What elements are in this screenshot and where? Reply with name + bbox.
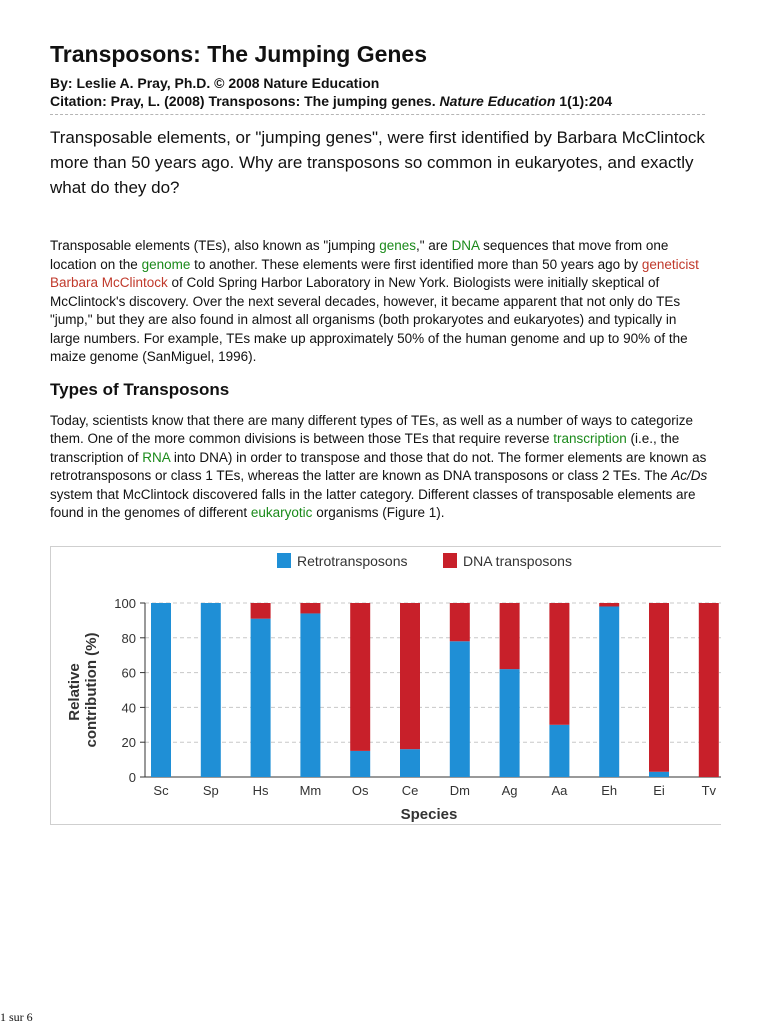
- x-tick-label: Aa: [551, 783, 568, 798]
- section-heading: Types of Transposons: [50, 379, 230, 399]
- article: [50, 40, 710, 523]
- x-tick-label: Os: [351, 783, 369, 798]
- y-axis-title-line: Relative: [66, 663, 83, 721]
- bar-retrotransposons-dm: [450, 641, 470, 777]
- text: system that McClintock discovered falls in the latter category. Different classes of transposable elements are found in the genomes of different: [50, 486, 696, 520]
- bar-retrotransposons-aa: [549, 725, 569, 777]
- link-genome[interactable]: genome: [141, 256, 191, 272]
- citation-journal: Nature Education: [439, 93, 556, 109]
- link-genes[interactable]: genes: [379, 238, 416, 253]
- text: organisms (Figure 1).: [312, 505, 445, 520]
- chart-svg: [51, 547, 721, 824]
- x-tick-label: Ag: [501, 783, 518, 798]
- x-tick-label: Ei: [653, 783, 665, 798]
- bar-retrotransposons-hs: [251, 619, 271, 777]
- ac-ds-term: Ac/Ds: [671, 468, 708, 483]
- text: sequences that move from one location on the: [50, 238, 669, 272]
- citation-text: Citation: Pray, L. (2008) Transposons: The jumping genes.: [50, 93, 440, 109]
- bar-dna-transposons-ag: [500, 603, 520, 669]
- text: of Cold Spring Harbor Laboratory in New York. Biologists were initially skeptical of McClintock's discovery. Over the next several decades, however, it became apparent that not only do TEs "jump," but they are also found in almost all organisms (both prokaryotes and eukaryotes) and typically in large numbers. For example, TEs make up approximately 50% of the human genome and up to 90% of the maize genome (SanMiguel, 1996).: [50, 275, 688, 364]
- figure-1-chart: [50, 546, 721, 825]
- link-dna[interactable]: DNA: [451, 238, 480, 253]
- x-tick-label: Hs: [252, 783, 269, 798]
- bar-dna-transposons-ei: [649, 603, 669, 772]
- y-axis-title-line: contribution (%): [83, 632, 100, 748]
- x-tick-label: Tv: [701, 783, 717, 798]
- bar-dna-transposons-tv: [699, 603, 719, 777]
- y-tick-label: 20: [121, 735, 136, 751]
- byline: By: Leslie A. Pray, Ph.D. © 2008 Nature Education: [50, 75, 380, 91]
- legend-label: Retrotransposons: [297, 553, 408, 569]
- bar-retrotransposons-eh: [599, 606, 619, 777]
- x-tick-label: Dm: [449, 783, 470, 798]
- bar-retrotransposons-mm: [300, 613, 320, 777]
- x-tick-label: Sc: [153, 783, 169, 798]
- divider: [50, 114, 705, 115]
- types-paragraph: [50, 412, 710, 523]
- text: ," are: [416, 238, 452, 253]
- lede-paragraph: Transposable elements, or "jumping genes", were first identified by Barbara McClintock more than 50 years ago. Why are transposons so common in eukaryotes, and exactly what do they do?: [50, 128, 705, 197]
- x-axis-title: Species: [400, 806, 458, 823]
- legend-swatch: [443, 553, 457, 568]
- y-tick-label: 100: [114, 596, 136, 611]
- text: Transposable elements (TEs), also known as "jumping: [50, 238, 380, 253]
- bar-dna-transposons-aa: [549, 603, 569, 725]
- link-geneticist-barbara-mcclintock[interactable]: geneticist Barbara McClintock: [50, 256, 699, 290]
- citation-volume: 1(1):204: [555, 93, 613, 109]
- bar-dna-transposons-eh: [599, 603, 619, 606]
- bar-dna-transposons-dm: [450, 603, 470, 641]
- text: (i.e., the transcription of: [50, 431, 680, 465]
- text: into DNA) in order to transpose and those that do not. The former elements are known as retrotransposons or class 1 TEs, whereas the latter are known as DNA transposons or class 2 TEs. The: [50, 449, 707, 483]
- bar-retrotransposons-sp: [201, 603, 221, 777]
- link-rna[interactable]: RNA: [142, 449, 171, 465]
- intro-paragraph: [50, 237, 710, 367]
- y-tick-label: 0: [128, 770, 136, 785]
- text: Today, scientists know that there are many different types of TEs, as well as a number of ways to categorize them. One of the more common divisions is between those TEs that require reverse: [50, 412, 694, 446]
- x-tick-label: Mm: [299, 783, 322, 798]
- bar-retrotransposons-os: [350, 751, 370, 777]
- page-footer: 1 sur 6: [0, 1010, 33, 1024]
- y-tick-label: 80: [121, 630, 136, 646]
- x-tick-label: Ce: [401, 783, 419, 798]
- bar-retrotransposons-sc: [151, 603, 171, 777]
- article-title: Transposons: The Jumping Genes: [50, 41, 428, 67]
- text: to another. These elements were first identified more than 50 years ago by: [190, 256, 642, 272]
- x-tick-label: Sp: [202, 783, 219, 798]
- bar-dna-transposons-ce: [400, 603, 420, 749]
- link-transcription[interactable]: transcription: [553, 431, 627, 446]
- y-tick-label: 40: [121, 700, 136, 716]
- y-tick-label: 60: [121, 665, 136, 681]
- x-tick-label: Eh: [601, 783, 618, 798]
- citation: [50, 92, 710, 110]
- bar-dna-transposons-mm: [300, 603, 320, 613]
- legend-label: DNA transposons: [463, 553, 572, 569]
- link-eukaryotic[interactable]: eukaryotic: [250, 505, 313, 520]
- bar-retrotransposons-ag: [500, 669, 520, 777]
- y-axis-title: [66, 633, 100, 748]
- bar-retrotransposons-ei: [649, 772, 669, 777]
- bar-retrotransposons-ce: [400, 749, 420, 777]
- bar-dna-transposons-os: [350, 603, 370, 751]
- bar-dna-transposons-hs: [251, 603, 271, 619]
- legend-swatch: [277, 553, 291, 568]
